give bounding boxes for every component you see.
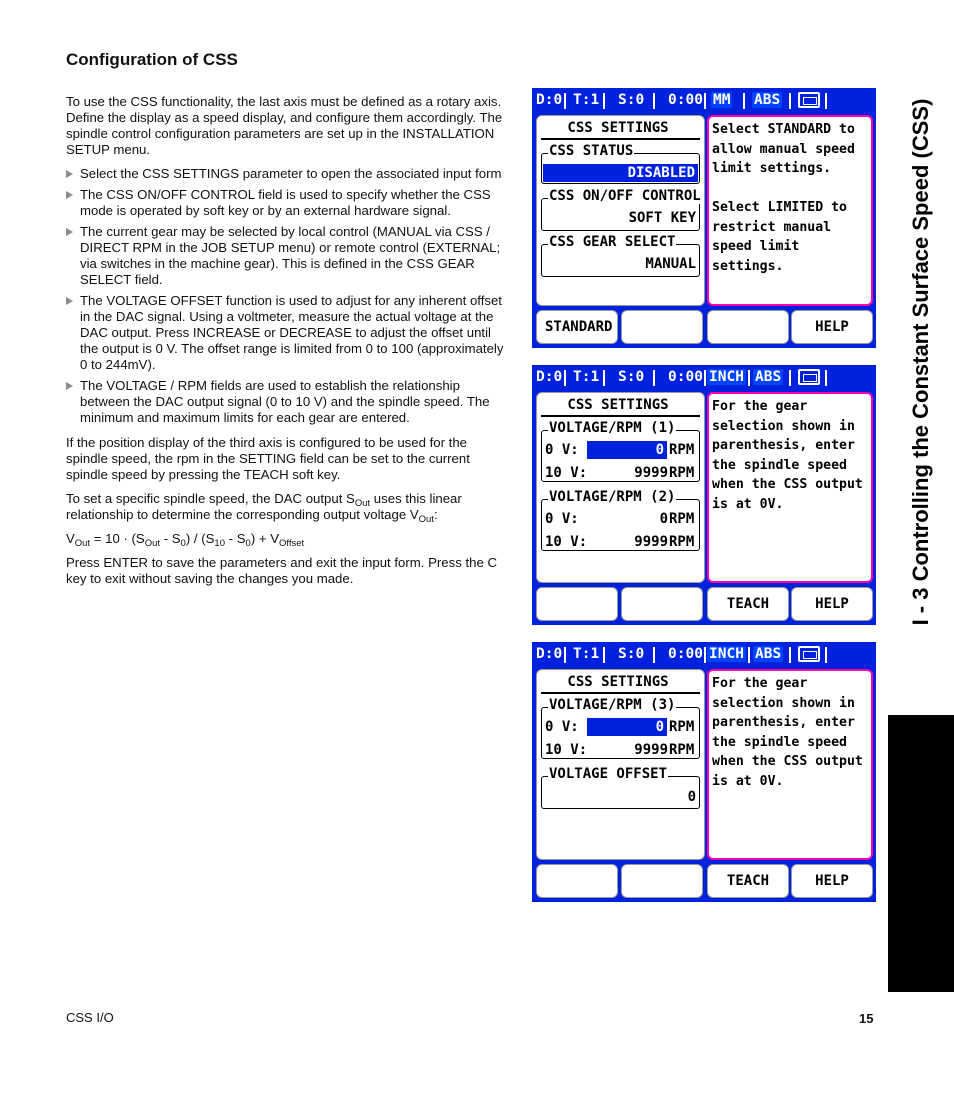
footer-section-label: CSS I/O: [66, 1010, 114, 1025]
teach-softkey[interactable]: TEACH: [707, 587, 789, 621]
status-bar: [532, 88, 876, 114]
help-text: For the gear selection shown in parenthesis, enter the spindle speed when the CSS output is at 0V.: [712, 399, 871, 512]
dac-paragraph: To set a specific spindle speed, the DAC output $S_{Out}$ uses this linear relationship to determine the corresponding output voltage $V_{Out}$:: [66, 491, 462, 525]
help-panel: [707, 392, 873, 583]
css-status-label: CSS STATUS: [549, 143, 634, 159]
css-settings-screen-2: [532, 365, 876, 625]
voltage-rpm-3-label: VOLTAGE/RPM (3): [549, 697, 676, 713]
voltage-rpm-1-10v-value[interactable]: 9999: [634, 465, 668, 481]
tool-indicator: T:1: [573, 646, 600, 662]
mode-indicator: ABS: [754, 92, 781, 108]
help-text: For the gear selection shown in parenthesis, enter the spindle speed when the CSS output is at 0V.: [712, 676, 871, 789]
help-softkey[interactable]: HELP: [791, 587, 873, 621]
voltage-offset-label: VOLTAGE OFFSET: [549, 766, 668, 782]
window-icon: [798, 646, 820, 662]
time-indicator: 0:00: [668, 369, 703, 385]
unit-indicator: INCH: [709, 646, 744, 662]
unit-indicator: INCH: [709, 369, 744, 385]
softkey-2[interactable]: [621, 310, 703, 344]
status-bar: [532, 642, 876, 668]
datum-indicator: D:0: [536, 646, 563, 662]
settings-form: CSS SETTINGS VOLTAGE/RPM (1) 0 V: 0 RPM 10 V: 9999 RPM VOLTAGE/RPM (2) 0 V: 0 RPM 10 V: 9999 RPM: [536, 392, 705, 583]
form-title: CSS SETTINGS: [567, 674, 669, 690]
triangle-bullet-icon: [66, 297, 73, 305]
help-text: Select STANDARD to allow manual speed limit settings. Select LIMITED to restrict manual speed limit settings.: [712, 122, 855, 274]
bullet-item: The current gear may be selected by local control (MANUAL via CSS / DIRECT RPM in the JOB SETUP menu) or remote control (EXTERNAL; via switches in the machine gear). This is defined in the CSS GEAR SELECT field.: [66, 224, 512, 288]
css-settings-screen-3: [532, 642, 876, 902]
softkey-1[interactable]: [536, 864, 618, 898]
help-panel: [707, 115, 873, 306]
formula: $V_{Out} = 10 \cdot (S_{Out} - S_0) / (S_{10} - S_0) + V_{Offset}$: [66, 531, 305, 549]
settings-form: CSS SETTINGS VOLTAGE/RPM (3) 0 V: 0 RPM 10 V: 9999 RPM VOLTAGE OFFSET 0: [536, 669, 705, 860]
bullet-item: The CSS ON/OFF CONTROL field is used to specify whether the CSS mode is operated by soft key or by an external hardware signal.: [66, 187, 512, 219]
form-title: CSS SETTINGS: [567, 120, 669, 136]
bullet-item: Select the CSS SETTINGS parameter to open the associated input form: [66, 166, 512, 182]
standard-softkey[interactable]: STANDARD: [536, 310, 618, 344]
bullet-item: The VOLTAGE / RPM fields are used to establish the relationship between the DAC output signal (0 to 10 V) and the spindle speed. The minimum and maximum limits for each gear are entered.: [66, 378, 512, 426]
enter-paragraph: Press ENTER to save the parameters and exit the input form. Press the C key to exit without saving the changes you made.: [66, 555, 497, 586]
unit-indicator: MM: [713, 92, 731, 108]
css-gear-select-label: CSS GEAR SELECT: [549, 234, 676, 250]
tool-indicator: T:1: [573, 92, 600, 108]
bullet-item: The VOLTAGE OFFSET function is used to adjust for any inherent offset in the DAC signal. Using a voltmeter, measure the actual voltage at the DAC output. Press INCREASE or DECREASE to adjust the offset until the output is 0 V. The offset range is limited from 0 to 100 (approximately 0 to 244mV).: [66, 293, 512, 373]
form-title: CSS SETTINGS: [567, 397, 669, 413]
intro-paragraph: To use the CSS functionality, the last axis must be defined as a rotary axis. Define the display as a speed display, and configure them accordingly. The spindle control configuration parameters are set up in the INSTALLATION SETUP menu.: [66, 94, 503, 157]
speed-indicator: S:0: [618, 646, 645, 662]
time-indicator: 0:00: [668, 92, 703, 108]
softkey-1[interactable]: [536, 587, 618, 621]
css-settings-screen-1: [532, 88, 876, 348]
css-onoff-control-value: SOFT KEY: [628, 210, 696, 226]
css-onoff-control-label: CSS ON/OFF CONTROL: [549, 188, 701, 204]
softkey-2[interactable]: [621, 864, 703, 898]
triangle-bullet-icon: [66, 228, 73, 236]
help-softkey[interactable]: HELP: [791, 864, 873, 898]
window-icon: [798, 369, 820, 385]
help-softkey[interactable]: HELP: [791, 310, 873, 344]
section-heading: Configuration of CSS: [66, 50, 238, 69]
chapter-thumb-tab: [888, 715, 954, 992]
css-status-value[interactable]: DISABLED: [543, 164, 698, 182]
datum-indicator: D:0: [536, 369, 563, 385]
voltage-rpm-2-10v-value[interactable]: 9999: [634, 534, 668, 550]
css-gear-select-value: MANUAL: [645, 256, 696, 272]
settings-form: [536, 115, 705, 306]
voltage-rpm-2-0v-value[interactable]: 0: [659, 511, 668, 527]
triangle-bullet-icon: [66, 170, 73, 178]
page-number: 15: [859, 1011, 874, 1026]
help-panel: [707, 669, 873, 860]
triangle-bullet-icon: [66, 382, 73, 390]
speed-indicator: S:0: [618, 369, 645, 385]
tool-indicator: T:1: [573, 369, 600, 385]
voltage-offset-value: 0: [687, 789, 696, 805]
chapter-side-title: I - 3 Controlling the Constant Surface Speed (CSS): [908, 98, 933, 626]
window-icon: [798, 92, 820, 108]
softkey-2[interactable]: [621, 587, 703, 621]
time-indicator: 0:00: [668, 646, 703, 662]
voltage-rpm-1-label: VOLTAGE/RPM (1): [549, 420, 676, 436]
voltage-rpm-3-10v-value[interactable]: 9999: [634, 742, 668, 758]
voltage-rpm-1-0v-input[interactable]: 0: [587, 441, 667, 459]
third-axis-paragraph: If the position display of the third axis is configured to be used for the spindle speed, the rpm in the SETTING field can be set to the current spindle speed by pressing the TEACH soft key.: [66, 435, 470, 482]
voltage-rpm-3-0v-input[interactable]: 0: [587, 718, 667, 736]
status-bar: [532, 365, 876, 391]
speed-indicator: S:0: [618, 92, 645, 108]
datum-indicator: D:0: [536, 92, 563, 108]
teach-softkey[interactable]: TEACH: [707, 864, 789, 898]
mode-indicator: ABS: [755, 646, 782, 662]
body-text: [66, 94, 512, 595]
softkey-3[interactable]: [707, 310, 789, 344]
mode-indicator: ABS: [755, 369, 782, 385]
triangle-bullet-icon: [66, 191, 73, 199]
voltage-rpm-2-label: VOLTAGE/RPM (2): [549, 489, 676, 505]
